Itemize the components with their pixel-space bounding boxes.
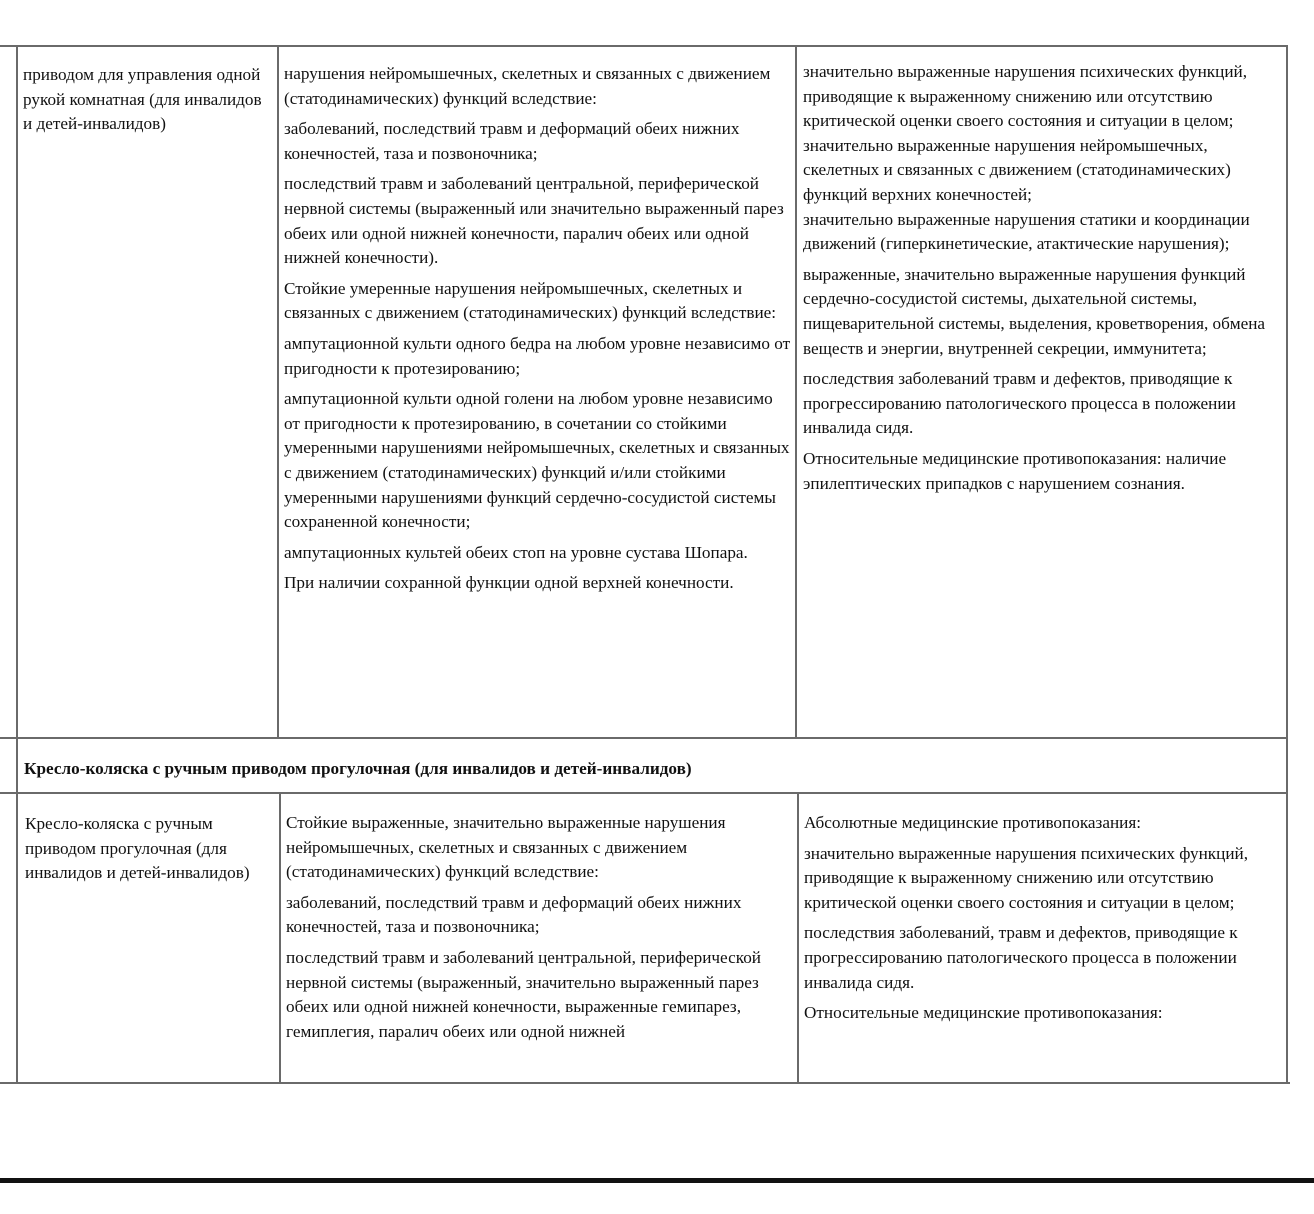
- indication-text: ампутационной культи одной голени на любом уровне независимо от пригодности к протезированию, в сочетании со стойкими умеренными нарушениями нейромышечных, скелетных и связанных с движением (статодинамических) функций и/или стойкими умеренными нарушениями функций сердечно-сосудистой системы сохраненной конечности;: [284, 389, 790, 532]
- item-name: приводом для управления одной рукой комнатная (для инвалидов и детей-инвалидов): [23, 65, 262, 134]
- row1-indications-cell: [284, 62, 792, 596]
- contraindication-text: выраженные, значительно выраженные нарушения функций сердечно-сосудистой системы, дыхательной системы, пищеварительной системы, выделения, кроветворения, обмена веществ и энергии, внутренней секреции, иммунитета;: [803, 264, 1266, 358]
- contraindication-text: Относительные медицинские противопоказания: наличие эпилептических припадков с нарушением сознания.: [803, 448, 1227, 493]
- table-right-border: [1286, 45, 1288, 1084]
- row2-contraindications-cell: [804, 811, 1284, 1026]
- indication-text: последствий травм и заболеваний центральной, периферической нервной системы (выраженный, значительно выраженный парез обеих или одной нижней конечности, выраженные гемипарез, гемиплегия, паралич обеих или одной нижней: [286, 947, 761, 1041]
- table-left-border: [16, 45, 18, 1084]
- contraindication-text: последствия заболеваний, травм и дефектов, приводящие к прогрессированию патологического процесса в положении инвалида сидя.: [804, 923, 1238, 992]
- column-divider: [795, 45, 797, 739]
- indication-text: ампутационной культи одного бедра на любом уровне независимо от пригодности к протезированию;: [284, 333, 791, 378]
- indication-text: Стойкие умеренные нарушения нейромышечных, скелетных и связанных с движением (статодинамических) функций вследствие:: [284, 278, 777, 323]
- row1-contraindications-cell: [803, 60, 1283, 496]
- column-divider: [279, 792, 281, 1084]
- column-divider: [797, 792, 799, 1084]
- item-name: Кресло-коляска с ручным приводом прогулочная (для инвалидов и детей-инвалидов): [25, 814, 250, 883]
- section-title: Кресло-коляска с ручным приводом прогулочная (для инвалидов и детей-инвалидов): [24, 759, 692, 778]
- contraindication-text: последствия заболеваний травм и дефектов, приводящие к прогрессированию патологического процесса в положении инвалида сидя.: [803, 369, 1236, 438]
- indication-text: последствий травм и заболеваний центральной, периферической нервной системы (выраженный или значительно выраженный парез обеих или одной нижней конечности, паралич обеих или одной нижней конечности).: [284, 174, 784, 268]
- page-bottom-rule: [0, 1178, 1314, 1183]
- contraindication-text: значительно выраженные нарушения статики и координации движений (гиперкинетические, атактические нарушения);: [803, 209, 1250, 254]
- row2-name-cell: [25, 812, 275, 886]
- indication-text: заболеваний, последствий травм и деформаций обеих нижних конечностей, таза и позвоночника;: [286, 892, 742, 937]
- contraindication-text: значительно выраженные нарушения психических функций, приводящие к выраженному снижению или отсутствию критической оценки своего состояния и ситуации в целом;: [804, 843, 1249, 912]
- row-divider: [0, 792, 1288, 794]
- indication-text: Стойкие выраженные, значительно выраженные нарушения нейромышечных, скелетных и связанных с движением (статодинамических) функций вследствие:: [286, 813, 726, 882]
- row2-indications-cell: [286, 811, 794, 1044]
- contraindication-text: Абсолютные медицинские противопоказания:: [804, 813, 1142, 832]
- indication-text: нарушения нейромышечных, скелетных и связанных с движением (статодинамических) функций вследствие:: [284, 64, 771, 108]
- table-bottom-border: [0, 1082, 1290, 1084]
- row1-name-cell: [23, 63, 273, 137]
- indication-text: заболеваний, последствий травм и деформаций обеих нижних конечностей, таза и позвоночника;: [284, 119, 740, 163]
- contraindication-text: значительно выраженные нарушения нейромышечных, скелетных и связанных с движением (статодинамических) функций верхних конечностей;: [803, 135, 1231, 204]
- row-divider: [0, 737, 1288, 739]
- indication-text: ампутационных культей обеих стоп на уровне сустава Шопара.: [284, 542, 748, 562]
- table-top-border: [0, 45, 1288, 47]
- column-divider: [277, 45, 279, 739]
- contraindication-text: значительно выраженные нарушения психических функций, приводящие к выраженному снижению или отсутствию критической оценки своего состояния и ситуации в целом;: [803, 62, 1248, 131]
- contraindication-text: Относительные медицинские противопоказания:: [804, 1003, 1163, 1023]
- indication-text: При наличии сохранной функции одной верхней конечности.: [284, 573, 734, 593]
